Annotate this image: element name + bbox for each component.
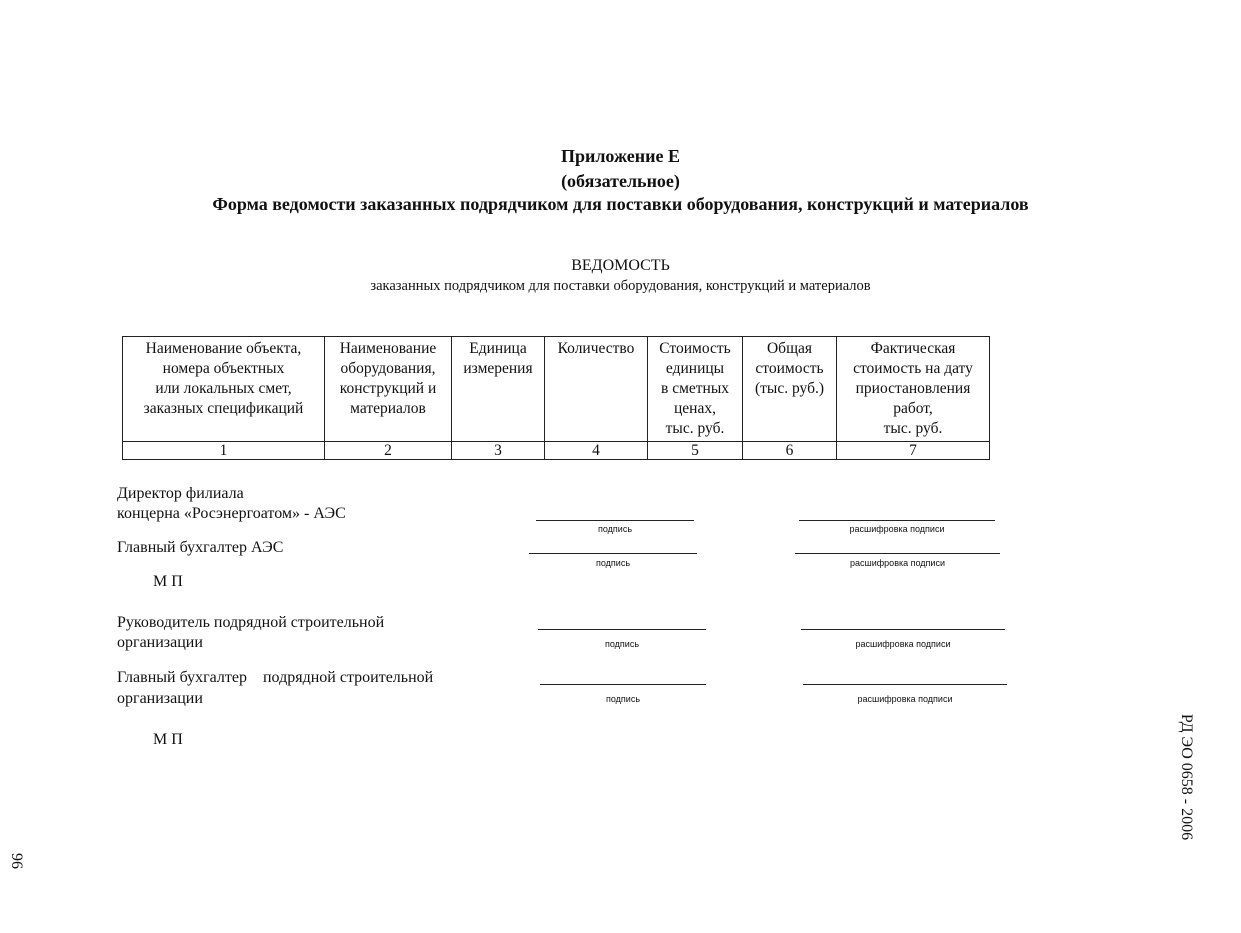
accountant-label: Главный бухгалтер АЭС [117, 539, 284, 556]
column-number: 5 [648, 442, 743, 460]
contractor-accountant-decode-caption: расшифровка подписи [857, 694, 953, 704]
col-header-object: Наименование объекта, номера объектных или локальных смет, заказных спецификаций [123, 337, 325, 442]
accountant-signature-line [529, 553, 697, 554]
col-header-equipment: Наименование оборудования, конструкций и материалов [325, 337, 452, 442]
table-header-row [123, 337, 990, 442]
col-header-actual-cost: Фактическая стоимость на дату приостановления работ, тыс. руб. [837, 337, 990, 442]
column-number: 3 [452, 442, 545, 460]
accountant-signature-caption: подпись [595, 558, 631, 568]
director-decode-line [799, 520, 995, 521]
table-number-row [123, 442, 990, 460]
contractor-accountant-decode-line [803, 684, 1007, 685]
contractor-head-signature-caption: подпись [604, 639, 640, 649]
contractor-accountant-signature-caption: подпись [605, 694, 641, 704]
accountant-decode-line [795, 553, 1000, 554]
director-signature-caption: подпись [597, 524, 633, 534]
contractor-accountant-label-line1: Главный бухгалтер подрядной строительной [117, 669, 434, 686]
column-number: 4 [545, 442, 648, 460]
column-number: 6 [743, 442, 837, 460]
contractor-head-decode-caption: расшифровка подписи [855, 639, 951, 649]
col-header-total-cost: Общая стоимость (тыс. руб.) [743, 337, 837, 442]
column-number: 7 [837, 442, 990, 460]
contractor-accountant-label-line2: организации [117, 690, 203, 707]
appendix-label: Приложение Е [560, 146, 681, 166]
page-number: 96 [8, 853, 25, 869]
statement-subheading: заказанных подрядчиком для поставки оборудования, конструкций и материалов [370, 278, 871, 294]
statement-table [122, 336, 990, 460]
accountant-decode-caption: расшифровка подписи [850, 558, 945, 568]
stamp-placeholder: М П [153, 573, 183, 590]
column-number: 2 [325, 442, 452, 460]
director-decode-caption: расшифровка подписи [849, 524, 945, 534]
statement-heading: ВЕДОМОСТЬ [571, 257, 670, 274]
column-number: 1 [123, 442, 325, 460]
director-signature-line [536, 520, 694, 521]
stamp-placeholder-2: М П [153, 731, 183, 748]
contractor-head-label-line2: организации [117, 634, 203, 651]
document-code: РД ЭО 0658 - 2006 [1178, 713, 1195, 841]
director-label-line2: концерна «Росэнергоатом» - АЭС [117, 505, 346, 522]
page-title: Форма ведомости заказанных подрядчиком для поставки оборудования, конструкций и материалов [212, 194, 1029, 214]
contractor-accountant-signature-line [540, 684, 706, 685]
col-header-unit-cost: Стоимость единицы в сметных ценах, тыс. руб. [648, 337, 743, 442]
col-header-quantity: Количество [545, 337, 648, 442]
appendix-status: (обязательное) [561, 171, 680, 191]
director-label-line1: Директор филиала [117, 485, 244, 502]
col-header-unit: Единица измерения [452, 337, 545, 442]
contractor-head-label-line1: Руководитель подрядной строительной [117, 614, 385, 631]
contractor-head-decode-line [801, 629, 1005, 630]
contractor-head-signature-line [538, 629, 706, 630]
